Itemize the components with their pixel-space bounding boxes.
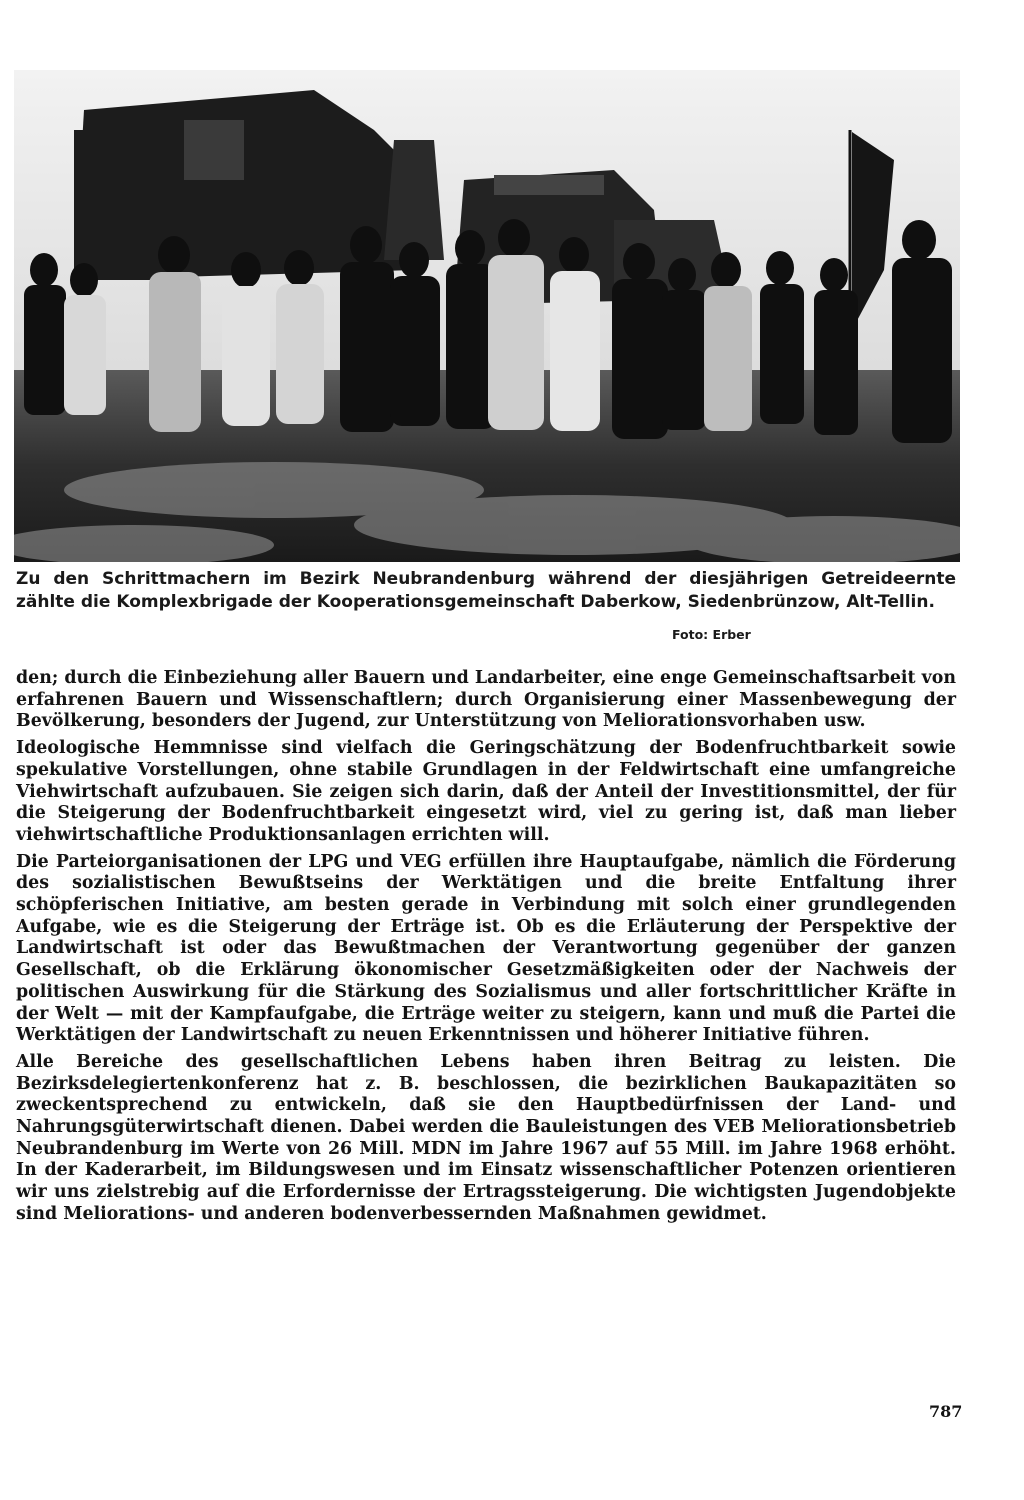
paragraph: den; durch die Einbeziehung aller Bauern und Landarbeiter, eine enge Gemeinschaftsarbeit von erfahrenen Bauern und Wissenschaftlern; durch Organisierung einer Massenbewegung der Bevölkerung, besonders der Jugend, zur Unterstützung von Meliorationsvorhaben usw. bbox=[16, 668, 956, 732]
paragraph: Die Parteiorganisationen der LPG und VEG erfüllen ihre Hauptaufgabe, nämlich die Förderung des sozialistischen Bewußtseins der Werktätigen und die breite Entfaltung ihrer schöpferischen Initiative, am besten gerade in Verbindung mit solch einer grundlegenden Aufgabe, wie es die Steigerung der Erträge ist. Ob es die Erläuterung der Perspektive der Landwirtschaft ist oder das Bewußtmachen der Verantwortung gegenüber der ganzen Gesellschaft, ob die Erklärung ökonomischer Gesetzmäßigkeiten oder der Nachweis der politischen Auswirkung für die Stärkung des Sozialismus und aller fortschrittlicher Kräfte in der Welt — mit der Kampfaufgabe, die Erträge weiter zu steigern, kann und muß die Partei die Werktätigen der Landwirtschaft zu neuen Erkenntnissen und höherer Initiative führen. bbox=[16, 851, 956, 1046]
article-body bbox=[16, 668, 956, 1231]
harvest-brigade-photo bbox=[14, 70, 960, 562]
caption-text: Zu den Schrittmachern im Bezirk Neubrandenburg während der diesjährigen Getreideernte zählte die Komplexbrigade der Kooperationsgemeinschaft Daberkow, Siedenbrünzow, Alt-Tellin. bbox=[16, 569, 956, 612]
paragraph: Alle Bereiche des gesellschaftlichen Lebens haben ihren Beitrag zu leisten. Die Bezirksdelegiertenkonferenz hat z. B. beschlossen, die bezirklichen Baukapazitäten so zweckentsprechend zu entwickeln, daß sie den Hauptbedürfnissen der Land- und Nahrungsgüterwirtschaft dienen. Dabei werden die Bauleistungen des VEB Meliorationsbetrieb Neubrandenburg im Werte von 26 Mill. MDN im Jahre 1967 auf 55 Mill. im Jahre 1968 erhöht. In der Kaderarbeit, im Bildungswesen und im Einsatz wissenschaftlicher Potenzen orientieren wir uns zielstrebig auf die Erfordernisse der Ertragssteigerung. Die wichtigsten Jugendobjekte sind Meliorations- und anderen bodenverbessernden Maßnahmen gewidmet. bbox=[16, 1051, 956, 1224]
paragraph: Ideologische Hemmnisse sind vielfach die Geringschätzung der Bodenfruchtbarkeit sowie spekulative Vorstellungen, ohne stabile Grundlagen in der Feldwirtschaft eine umfangreiche Viehwirtschaft aufzubauen. Sie zeigen sich darin, daß der Anteil der Investitionsmittel, der für die Steigerung der Bodenfruchtbarkeit eingesetzt wird, viel zu gering ist, daß man lieber viehwirtschaftliche Produktionsanlagen errichten will. bbox=[16, 738, 956, 845]
photo-credit: Foto: Erber bbox=[672, 627, 751, 642]
photo-illustration bbox=[14, 70, 960, 562]
photo-caption bbox=[16, 568, 956, 613]
page-number: 787 bbox=[929, 1402, 963, 1421]
